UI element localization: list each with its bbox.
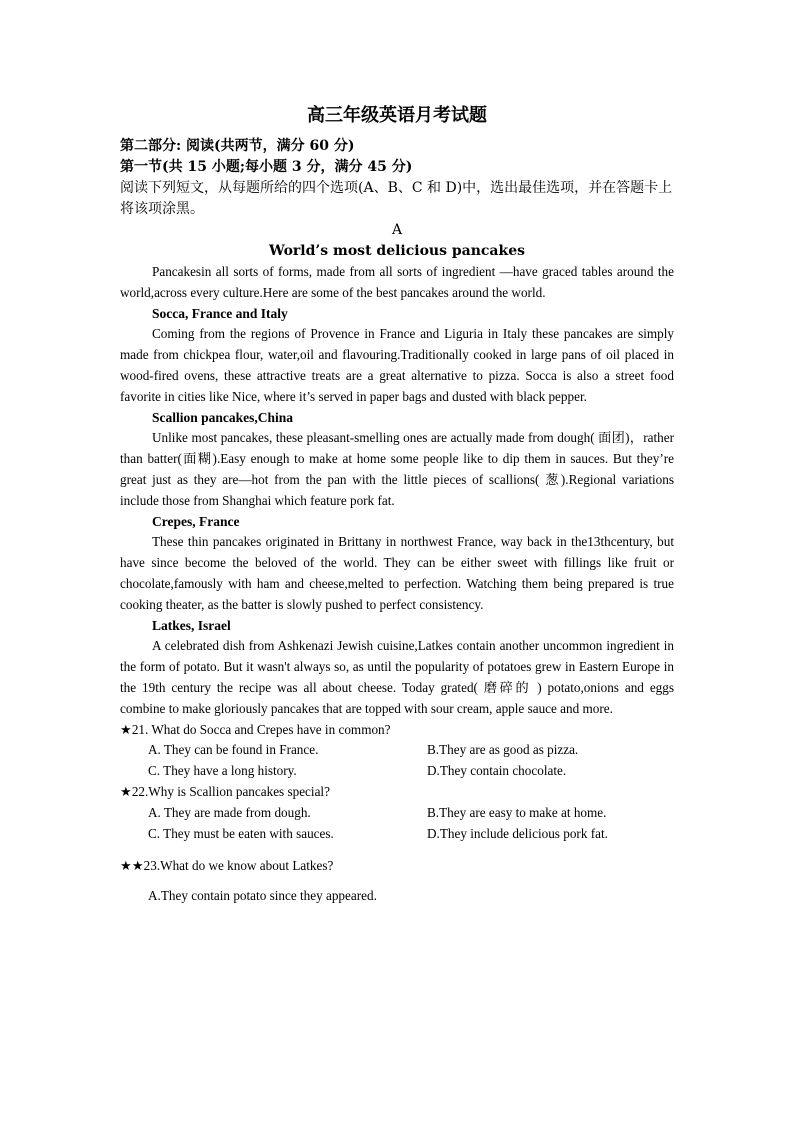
spacer (120, 877, 674, 886)
section-text-socca: Coming from the regions of Provence in France and Liguria in Italy these pancakes are simply made from chickpea flour, water,oil and flavouring.Traditionally cooked in large pans of oil placed in wood-fired ovens, these attractive treats are a great alternative to pizza. Socca is also a street food favorite in cities like Nice, where it’s served in paper bags and dusted with black pepper. (120, 326, 674, 404)
spacer (120, 844, 674, 856)
question-22-stem: ★22.Why is Scallion pancakes special? (120, 783, 330, 799)
question-23-option-a[interactable]: A.They contain potato since they appeared. (148, 888, 377, 904)
section-text-crepes: These thin pancakes originated in Brittany in northwest France, way back in the13thcentury, but have since become the beloved of the world. They can be either sweet with fillings like fruit or chocolate,famously with ham and cheese,melted to perfection. Watching them being prepared is true cooking theater, as the batter is slowly pushed to perfect consistency. (120, 534, 674, 612)
question-22-option-d[interactable]: D.They include delicious pork fat. (427, 825, 608, 841)
question-21-stem: ★21. What do Socca and Crepes have in common? (120, 721, 391, 737)
section-heading: 第一节(共 15 小题;每小题 3 分，满分 45 分) (120, 159, 413, 175)
question-21-options (120, 740, 674, 782)
instructions: 阅读下列短文，从每题所给的四个选项(A、B、C 和 D)中，选出最佳选项，并在答题卡上将该项涂黑。 (120, 180, 673, 217)
section-heading-socca: Socca, France and Italy (152, 305, 288, 321)
question-22-option-c[interactable]: C. They must be eaten with sauces. (148, 825, 334, 841)
question-22-options (120, 803, 674, 845)
question-23-options (120, 886, 674, 907)
passage-intro: Pancakesin all sorts of forms, made from all sorts of ingredient —have graced tables around the world,across every culture.Here are some of the best pancakes around the world. (120, 264, 674, 300)
passage-label: A (391, 222, 403, 238)
question-21-option-c[interactable]: C. They have a long history. (148, 763, 297, 779)
part-heading: 第二部分: 阅读(共两节，满分 60 分) (120, 138, 355, 154)
section-text-scallion: Unlike most pancakes, these pleasant-smelling ones are actually made from dough( 面团)，rather than batter(面糊).Easy enough to make at home some people like to dip them in sauces. But they’re great just as they are—hot from the pan with the little pieces of scallions( 葱).Regional variations include those from Shanghai which feature pork fat. (120, 430, 674, 508)
exam-page (120, 104, 674, 907)
question-21-option-b[interactable]: B.They are as good as pizza. (427, 742, 579, 758)
section-heading-scallion: Scallion pancakes,China (152, 409, 294, 425)
section-heading-crepes: Crepes, France (152, 513, 240, 529)
passage-title: World’s most delicious pancakes (269, 243, 525, 259)
section-heading-latkes: Latkes, Israel (152, 617, 231, 633)
question-23-stem: ★★23.What do we know about Latkes? (120, 858, 334, 874)
question-21-option-d[interactable]: D.They contain chocolate. (427, 763, 567, 779)
page-title: 高三年级英语月考试题 (307, 105, 487, 126)
question-22-option-a[interactable]: A. They are made from dough. (148, 804, 311, 820)
question-22-option-b[interactable]: B.They are easy to make at home. (427, 804, 607, 820)
question-21-option-a[interactable]: A. They can be found in France. (148, 742, 319, 758)
section-text-latkes: A celebrated dish from Ashkenazi Jewish cuisine,Latkes contain another uncommon ingredient in the form of potato. But it wasn't always so, as until the popularity of potatoes grew in Eastern Europe in the 19th century the recipe was all about cheese. Today grated( 磨碎的 ) potato,onions and eggs combine to make gloriously pancakes that are topped with sour cream, apple sauce and more. (120, 638, 674, 716)
